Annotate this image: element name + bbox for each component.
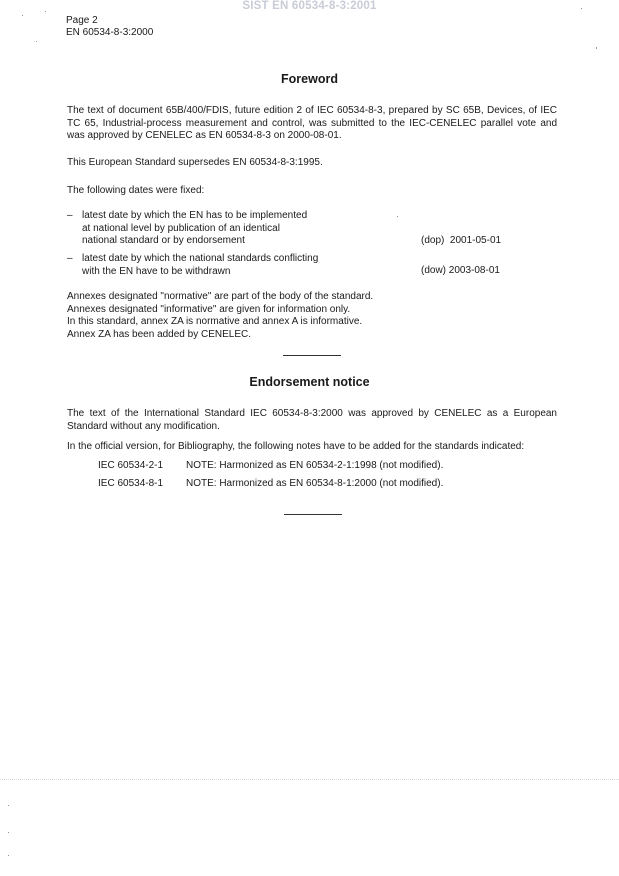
annex-statements (67, 291, 557, 341)
annex-line: Annexes designated "normative" are part of the body of the standard. (67, 291, 374, 302)
dow-item (82, 253, 372, 278)
dow-line-2: with the EN have to be withdrawn (82, 265, 231, 277)
scan-speck (22, 15, 23, 16)
scan-speck (8, 805, 9, 806)
annex-line: In this standard, annex ZA is normative and annex A is informative. (67, 316, 363, 327)
page-header (66, 15, 153, 39)
note-standard: IEC 60534-2-1 (98, 460, 164, 471)
scan-speck (36, 41, 37, 42)
end-divider (284, 514, 342, 515)
endorsement-title: Endorsement notice (249, 375, 370, 389)
note-standard: IEC 60534-8-1 (98, 478, 164, 489)
dow-reference (421, 265, 500, 278)
dow-line-1: latest date by which the national standards conflicting (82, 253, 319, 264)
foreword-paragraph-1 (67, 105, 557, 143)
scan-speck (596, 47, 597, 49)
page-number: Page 2 (66, 15, 98, 26)
foreword-title: Foreword (281, 72, 338, 86)
document-id: EN 60534-8-3:2000 (66, 27, 154, 38)
scan-speck (8, 855, 9, 856)
foreword-text-1: The text of document 65B/400/FDIS, future edition 2 of IEC 60534-8-3, prepared by SC 65B, Devices, of IEC TC 65, Industrial-process measurement and control, was submitted to the IEC-CENELEC parallel vote and was approved by CENELEC as EN 60534-8-3 on 2000-08-01. (67, 105, 557, 141)
dash-bullet: – (67, 210, 73, 221)
foreword-paragraph-2: This European Standard supersedes EN 60534-8-3:1995. (67, 157, 323, 168)
watermark: SIST EN 60534-8-3:2001 (242, 0, 377, 12)
dop-line-2: at national level by publication of an identical (82, 222, 280, 234)
endorsement-paragraph-2: In the official version, for Bibliography, the following notes have to be added for the standards indicated: (67, 441, 525, 452)
dop-reference (421, 235, 501, 248)
dop-code: (dop) (421, 235, 445, 246)
scan-speck (397, 216, 398, 217)
foreword-paragraph-3: The following dates were fixed: (67, 185, 205, 196)
note-text: NOTE: Harmonized as EN 60534-2-1:1998 (not modified). (186, 460, 444, 471)
scan-line (0, 779, 619, 781)
scan-speck (581, 8, 582, 9)
dow-code: (dow) (421, 265, 447, 276)
dop-line-1: latest date by which the EN has to be implemented (82, 210, 308, 221)
dow-date: 2003-08-01 (448, 265, 500, 276)
dop-line-3: national standard or by endorsement (82, 235, 245, 246)
dash-bullet: – (67, 253, 73, 264)
scan-speck (8, 832, 9, 833)
scan-speck (45, 11, 46, 12)
dop-item (82, 210, 372, 248)
annex-line: Annex ZA has been added by CENELEC. (67, 328, 252, 340)
dop-date: 2001-05-01 (449, 235, 502, 246)
annex-line: Annexes designated "informative" are given for information only. (67, 303, 351, 315)
section-divider (283, 355, 341, 356)
note-text: NOTE: Harmonized as EN 60534-8-1:2000 (not modified). (186, 478, 444, 489)
endorsement-paragraph-1: The text of the International Standard IEC 60534-8-3:2000 was approved by CENELEC as a European Standard without any modification. (67, 408, 557, 432)
